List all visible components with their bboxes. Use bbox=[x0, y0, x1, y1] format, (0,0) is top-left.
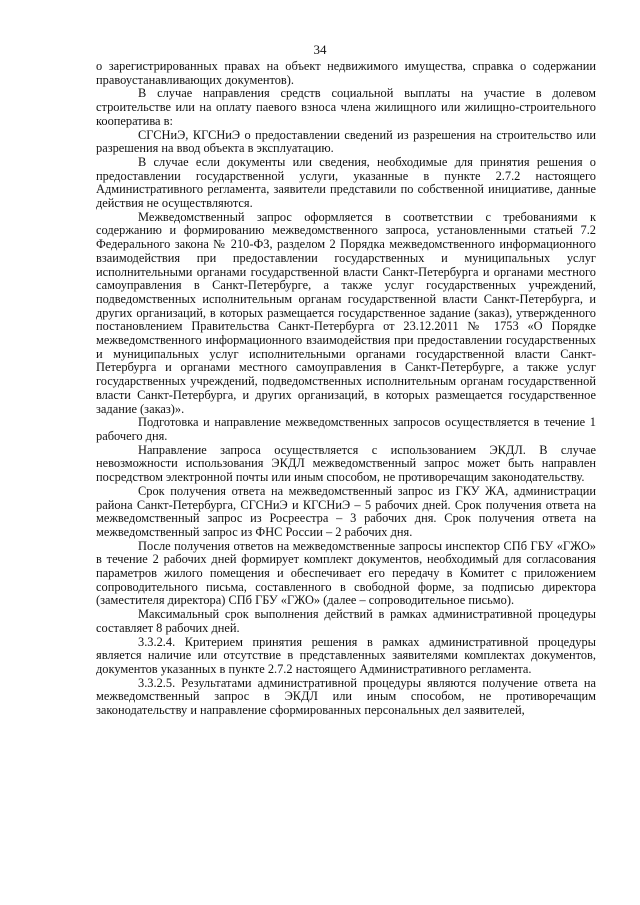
paragraph: Направление запроса осуществляется с использованием ЭКДЛ. В случае невозможности использования ЭКДЛ межведомственный запрос может быть направлен посредством электронной почты или иным способом, не противоречащим законодательству. bbox=[96, 442, 596, 485]
document-body bbox=[96, 60, 596, 718]
paragraph: 3.3.2.5. Результатами административной процедуры являются получение ответа на межведомственный запрос в ЭКДЛ или иным способом, не противоречащим законодательству и направление сформированных персональных дел заявителей, bbox=[96, 675, 596, 718]
paragraph: 3.3.2.4. Критерием принятия решения в рамках административной процедуры является наличие или отсутствие в представленных заявителями комплектах документов, документов указанных в пункте 2.7.2 настоящего Административного регламента. bbox=[96, 634, 596, 676]
paragraph: СГСНиЭ, КГСНиЭ о предоставлении сведений из разрешения на строительство или разрешения на ввод объекта в эксплуатацию. bbox=[96, 127, 596, 156]
paragraph: В случае если документы или сведения, необходимые для принятия решения о предоставлении государственной услуги, указанные в пункте 2.7.2 настоящего Административного регламента, заявители представили по собственной инициативе, данные действия не осуществляются. bbox=[96, 154, 596, 211]
paragraph: После получения ответов на межведомственные запросы инспектор СПб ГБУ «ГЖО» в течение 2 рабочих дней формирует комплект документов, необходимый для согласования параметров жилого помещения и обеспечивает его передачу в Комитет с приложением сопроводительного письма, составленного в свободной форме, за подписью директора (заместителя директора) СПб ГБУ «ГЖО» (далее – сопроводительное письмо). bbox=[96, 538, 596, 608]
paragraph: В случае направления средств социальной выплаты на участие в долевом строительстве или на оплату паевого взноса члена жилищного или жилищно-строительного кооператива в: bbox=[96, 86, 596, 128]
paragraph: Срок получения ответа на межведомственный запрос из ГКУ ЖА, администрации района Санкт-Петербурга, СГСНиЭ и КГСНиЭ – 5 рабочих дней. Срок получения ответа на межведомственный запрос из Росреестра – 3 рабочих дня. Срок получения ответа на межведомственный запрос из ФНС России – 2 рабочих дня. bbox=[96, 483, 596, 539]
paragraph: Подготовка и направление межведомственных запросов осуществляется в течение 1 рабочего дня. bbox=[96, 415, 596, 443]
page-number: 34 bbox=[313, 42, 327, 57]
paragraph: Межведомственный запрос оформляется в соответствии с требованиями к содержанию и формированию межведомственного запроса, установленными статьей 7.2 Федерального закона № 210-ФЗ, разделом 2 Порядка межведомственного информационного взаимодействия при предоставлении государственных и муниципальных услуг исполнительными органами государственной власти Санкт-Петербурга и органами местного самоуправления в Санкт-Петербурге, а также услуг государственных учреждений, подведомственных исполнительным органам государственной власти Санкт-Петербурга, и других организаций, в которых размещается государственное задание (заказ), утвержденного постановлением Правительства Санкт-Петербурга от 23.12.2011 № 1753 «О Порядке межведомственного информационного взаимодействия при предоставлении государственных и муниципальных услуг исполнительными органами государственной власти Санкт-Петербурга и органами местного самоуправления в Санкт-Петербурге, а также услуг государственных учреждений, подведомственных исполнительным органам государственной власти Санкт-Петербурга, и других организаций, в которых размещается государственное задание (заказ)». bbox=[96, 209, 596, 416]
paragraph: Максимальный срок выполнения действий в рамках административной процедуры составляет 8 рабочих дней. bbox=[96, 607, 596, 635]
paragraph: о зарегистрированных правах на объект недвижимого имущества, справка о содержании правоустанавливающих документов). bbox=[96, 59, 596, 87]
